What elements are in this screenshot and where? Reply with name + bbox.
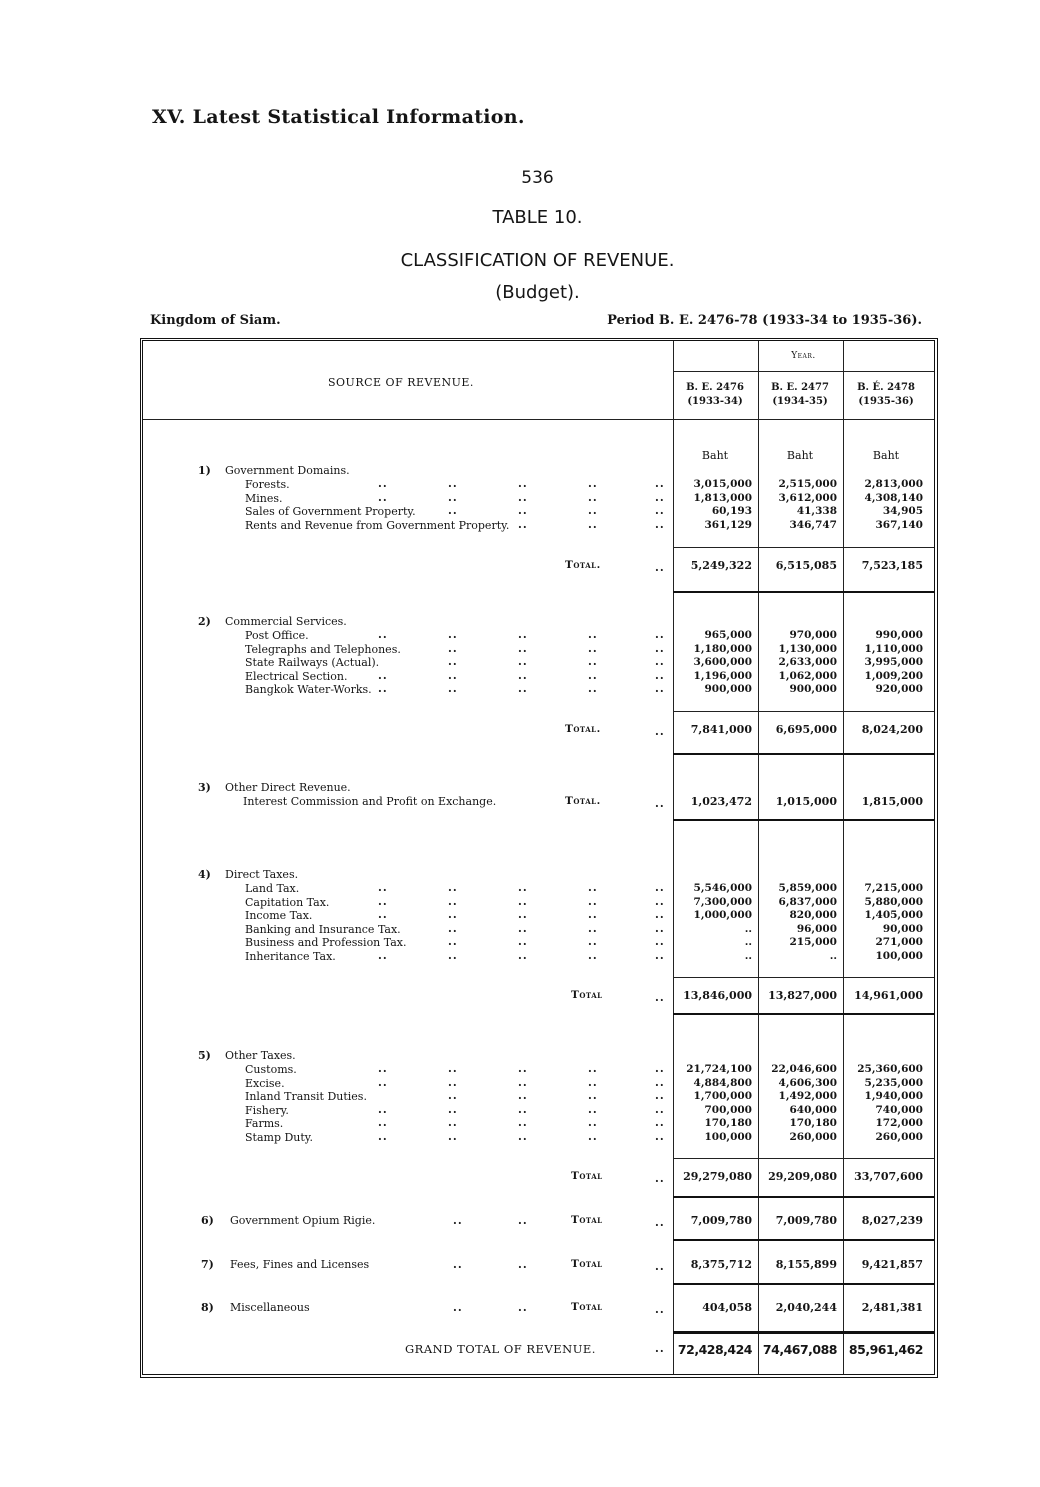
section-title: Government Opium Rigie. [230,1214,376,1227]
leader-dots: .. [588,1102,598,1116]
section-title: Other Taxes. [225,1049,296,1062]
line-item-value: 90,000 [882,922,923,935]
leader-dots: .. [518,1258,528,1271]
leader-dots: .. [518,477,528,490]
leader-dots: .. [655,477,665,490]
section-title: Other Direct Revenue. [225,781,351,794]
leader-dots: .. [378,881,388,894]
leader-dots: .. [655,628,665,641]
section-rule [673,1013,934,1015]
section-number: 6) [201,1214,214,1227]
section-total-value: 2,040,244 [775,1301,837,1314]
leader-dots: .. [518,1129,528,1143]
line-item-value: 96,000 [796,922,837,935]
section-title: Commercial Services. [225,615,347,628]
section-rule [673,1239,934,1241]
line-item-value: .. [744,936,752,948]
leader-dots: .. [518,1089,528,1102]
section-total-value: 8,375,712 [690,1258,752,1271]
line-item-value: 740,000 [875,1103,923,1116]
line-item-value: 1,492,000 [778,1090,837,1102]
line-item-label: Customs. [245,1063,297,1076]
leader-dots: .. [378,682,388,695]
subtotal-rule [673,711,934,712]
leader-dots: .. [518,894,528,908]
page-number: 536 [521,168,554,188]
leader-dots: .. [448,682,458,695]
leader-dots: .. [588,1075,598,1089]
section-total-value: 1,015,000 [775,795,837,808]
section-number: 8) [201,1301,214,1314]
leader-dots: .. [655,1303,665,1316]
source-header: SOURCE OF REVENUE. [328,376,474,389]
line-item-label: Banking and Insurance Tax. [245,922,401,936]
leader-dots: .. [655,725,665,738]
leader-dots: .. [518,935,528,948]
leader-dots: .. [655,991,665,1004]
leader-dots: .. [588,1089,598,1102]
leader-dots: .. [448,1116,458,1129]
leader-dots: .. [588,477,598,490]
leader-dots: .. [655,1062,665,1075]
line-item-value: 1,000,000 [693,909,752,921]
total-label: Total [571,1214,603,1226]
budget-note: (Budget). [495,282,580,303]
line-item-label: Sales of Government Property. [245,505,416,518]
leader-dots: .. [448,948,458,962]
line-item-value: 215,000 [789,936,837,948]
leader-dots: .. [588,1129,598,1143]
leader-dots: .. [655,948,665,962]
line-item-value: 271,000 [875,936,923,948]
line-item-label: Land Tax. [245,882,300,895]
line-item-value: 3,015,000 [693,478,752,490]
leader-dots: .. [655,517,665,531]
leader-dots: .. [655,881,665,894]
leader-dots: .. [518,628,528,641]
leader-dots: .. [588,1062,598,1075]
leader-dots: .. [448,1102,458,1116]
leader-dots: .. [588,908,598,921]
leader-dots: .. [378,1102,388,1116]
leader-dots: .. [518,668,528,682]
section-heading: XV. Latest Statistical Information. [152,106,525,128]
line-item-value: 1,196,000 [693,669,752,682]
leader-dots: .. [448,921,458,935]
leader-dots: .. [655,490,665,504]
line-item-value: .. [744,949,752,962]
leader-dots: .. [655,1075,665,1089]
line-item-label: Rents and Revenue from Government Property. [245,518,510,532]
section-total-value: 8,027,239 [861,1214,923,1227]
leader-dots: .. [378,908,388,921]
leader-dots: .. [655,1260,665,1273]
leader-dots: .. [518,1062,528,1075]
leader-dots: .. [655,641,665,655]
column-rule [673,341,674,1374]
line-item-label: Electrical Section. [245,669,348,683]
line-item-value: 990,000 [875,629,923,641]
leader-dots: .. [655,908,665,921]
leader-dots: .. [588,935,598,948]
line-item-value: 41,338 [796,505,837,517]
column-header-2477: B. E. 2477 (1934-35) [771,382,829,407]
section-total-value: 5,249,322 [690,559,752,572]
section-number: 3) [198,781,211,794]
column-rule [843,341,844,1374]
leader-dots: .. [378,1116,388,1129]
leader-dots: .. [518,1102,528,1116]
leader-dots: .. [588,628,598,641]
leader-dots: .. [588,517,598,531]
line-item-label: Telegraphs and Telephones. [245,642,401,656]
line-item-value: 4,606,300 [778,1076,837,1089]
leader-dots: .. [453,1258,463,1271]
column-header-2478: B. É. 2478 (1935-36) [857,382,915,407]
section-rule [673,1283,934,1285]
line-item-value: 5,546,000 [693,882,752,894]
line-item-label: Farms. [245,1117,284,1130]
section-number: 7) [201,1258,214,1271]
line-item-value: 1,009,200 [864,669,923,682]
leader-dots: .. [588,682,598,695]
section-total-value: 2,481,381 [861,1301,923,1314]
leader-dots: .. [378,477,388,490]
leader-dots: .. [378,1062,388,1075]
line-item-value: 21,724,100 [686,1063,752,1075]
line-item-value: 170,180 [704,1117,752,1129]
section-number: 5) [198,1049,211,1062]
unit-label: Baht [701,449,729,462]
classification-title: CLASSIFICATION OF REVENUE. [400,250,675,271]
total-label: Total [571,1301,603,1313]
line-item-label: Inland Transit Duties. [245,1090,367,1103]
line-item-value: 7,215,000 [864,882,923,894]
line-item-value: 1,062,000 [778,669,837,682]
leader-dots: .. [655,921,665,935]
period-label: Period B. E. 2476-78 (1933-34 to 1935-36). [607,313,922,328]
section-total-value: 29,209,080 [768,1170,837,1183]
leader-dots: .. [655,682,665,695]
leader-dots: .. [448,908,458,921]
total-label: Total. [565,559,601,571]
line-item-label: Inheritance Tax. [245,949,336,963]
section-total-value: 6,695,000 [775,723,837,736]
leader-dots: .. [518,1301,528,1314]
line-item-value: 170,180 [789,1117,837,1129]
subtotal-rule [673,1158,934,1159]
line-item-value: 1,405,000 [864,909,923,921]
leader-dots: .. [453,1301,463,1314]
leader-dots: .. [448,1062,458,1075]
section-total-value: 14,961,000 [854,989,923,1002]
section-total-value: 1,815,000 [861,795,923,808]
leader-dots: .. [378,628,388,641]
line-item-value: 100,000 [704,1130,752,1143]
column-header-2476: B. E. 2476 (1933-34) [686,382,744,407]
line-item-value: 965,000 [704,629,752,641]
line-item-label: Income Tax. [245,909,313,922]
leader-dots: .. [448,490,458,504]
line-item-value: 60,193 [711,505,752,517]
line-item-value: 920,000 [875,683,923,695]
leader-dots: .. [448,655,458,668]
total-label: Total [571,989,603,1001]
section-rule [673,1196,934,1198]
section-title: Miscellaneous [230,1301,310,1314]
leader-dots: .. [655,1216,665,1229]
total-label: Total [571,1258,603,1270]
line-item-value: 640,000 [789,1103,837,1116]
line-item-value: 22,046,600 [771,1063,837,1075]
section-total-value: 8,024,200 [861,723,923,736]
line-item-value: 3,995,000 [864,656,923,668]
leader-dots: .. [518,504,528,517]
leader-dots: .. [453,1214,463,1227]
leader-dots: .. [588,948,598,962]
leader-dots: .. [655,1129,665,1143]
line-item-value: 2,813,000 [864,478,923,490]
grand-total-2477: 74,467,088 [762,1342,837,1357]
line-item-value: 25,360,600 [857,1063,923,1075]
section-total-value: 6,515,085 [775,559,837,572]
leader-dots: .. [448,641,458,655]
section-total-value: 13,827,000 [768,989,837,1002]
line-item-value: 2,633,000 [778,656,837,668]
section-title: Direct Taxes. [225,868,299,881]
year-rule [673,371,934,372]
leader-dots: .. [655,668,665,682]
line-item-value: 900,000 [789,683,837,695]
leader-dots: .. [655,1116,665,1129]
line-item-value: .. [744,922,752,935]
subtotal-rule [673,977,934,978]
section-total-value: 13,846,000 [683,989,752,1002]
line-item-value: 361,129 [704,518,752,531]
section-total-value: 8,155,899 [775,1258,837,1271]
total-label: Total. [565,795,601,807]
leader-dots: .. [518,1116,528,1129]
section-number: 1) [198,464,211,477]
line-item-value: 34,905 [882,505,923,517]
line-item-label: Post Office. [245,629,309,642]
line-item-value: 260,000 [875,1130,923,1143]
leader-dots: .. [655,1089,665,1102]
leader-dots: .. [448,477,458,490]
leader-dots: .. [448,881,458,894]
leader-dots: .. [655,797,665,810]
line-item-label: Business and Profession Tax. [245,936,407,949]
total-label: Total. [565,723,601,735]
leader-dots: .. [518,682,528,695]
leader-dots: .. [588,504,598,517]
leader-dots: .. [655,504,665,517]
section-total-value: 29,279,080 [683,1170,752,1183]
line-item-label: Mines. [245,491,283,505]
leader-dots: .. [448,1075,458,1089]
leader-dots: .. [518,655,528,668]
leader-dots: .. [588,668,598,682]
table-title: TABLE 10. [492,207,583,228]
section-number: 2) [198,615,211,628]
section-total-value: 33,707,600 [854,1170,923,1183]
section-total-value: 404,058 [702,1301,752,1314]
leader-dots: .. [588,894,598,908]
section-title: Government Domains. [225,464,350,477]
leader-dots: .. [518,881,528,894]
leader-dots: .. [655,894,665,908]
column-rule [758,341,759,1374]
section-rule [673,753,934,755]
kingdom-label: Kingdom of Siam. [150,313,281,328]
leader-dots: .. [448,504,458,517]
leader-dots: .. [518,921,528,935]
line-item-value: 2,515,000 [778,478,837,490]
leader-dots: .. [378,948,388,962]
leader-dots: .. [588,881,598,894]
total-label: Total [571,1170,603,1182]
leader-dots: .. [518,517,528,531]
grand-total-2476: 72,428,424 [677,1342,752,1357]
leader-dots: .. [655,655,665,668]
section-rule [673,591,934,593]
header-rule [143,419,934,420]
leader-dots: .. [378,490,388,504]
leader-dots: .. [588,490,598,504]
leader-dots: .. [655,1172,665,1185]
subtotal-rule [673,547,934,548]
line-item-value: 7,300,000 [693,895,752,908]
leader-dots: .. [588,921,598,935]
line-item-value: 367,140 [875,518,923,531]
leader-dots: .. [448,935,458,948]
line-item-value: 1,180,000 [693,642,752,655]
line-item-value: 3,600,000 [693,656,752,668]
leader-dots: .. [588,1116,598,1129]
line-item-value: 6,837,000 [778,895,837,908]
line-item-label: Stamp Duty. [245,1130,314,1144]
line-item-value: 4,884,800 [693,1076,752,1089]
line-item-value: 820,000 [789,909,837,921]
leader-dots: .. [655,935,665,948]
leader-dots: .. [518,1214,528,1227]
leader-dots: .. [588,641,598,655]
leader-dots: .. [588,655,598,668]
line-item-value: 5,859,000 [778,882,837,894]
leader-dots: .. [448,894,458,908]
line-item-value: 4,308,140 [864,491,923,504]
leader-dots: .. [518,1075,528,1089]
section-total-value: 7,009,780 [775,1214,837,1227]
section-number: 4) [198,868,211,881]
line-item-value: 260,000 [789,1130,837,1143]
line-item-label: Capitation Tax. [245,895,330,909]
line-item-value: 1,130,000 [778,642,837,655]
unit-label: Baht [872,449,900,462]
leader-dots: .. [448,668,458,682]
line-item-value: 1,940,000 [864,1090,923,1102]
leader-dots: .. [518,908,528,921]
leader-dots: .. [655,1102,665,1116]
leader-dots: .. [378,1129,388,1143]
line-item-label: Forests. [245,478,290,491]
grand-total-2478: 85,961,462 [848,1342,923,1357]
leader-dots: .. [448,1089,458,1102]
leader-dots: .. [378,894,388,908]
section-total-value: 1,023,472 [690,795,752,808]
line-item-value: 346,747 [789,518,837,531]
section-total-value: 7,841,000 [690,723,752,736]
grand-total-label: GRAND TOTAL OF REVENUE. [405,1342,596,1356]
section-total-value: 9,421,857 [861,1258,923,1271]
unit-label: Baht [786,449,814,462]
line-item-value: 700,000 [704,1103,752,1116]
revenue-table [140,338,938,1378]
line-item-label: State Railways (Actual). [245,656,380,669]
leader-dots: .. [518,948,528,962]
line-item-value: .. [829,949,837,962]
line-item-value: 900,000 [704,683,752,695]
leader-dots: .. [378,668,388,682]
leader-dots: .. [448,1129,458,1143]
line-item-label: Interest Commission and Profit on Exchange. [243,795,497,808]
line-item-value: 1,700,000 [693,1090,752,1102]
line-item-value: 100,000 [875,949,923,962]
leader-dots: .. [655,561,665,574]
section-rule [673,819,934,821]
line-item-value: 970,000 [789,629,837,641]
line-item-value: 5,880,000 [864,895,923,908]
line-item-label: Excise. [245,1076,285,1090]
section-total-value: 7,523,185 [861,559,923,572]
leader-dots: .. [378,1075,388,1089]
line-item-label: Bangkok Water-Works. [245,683,372,696]
line-item-value: 172,000 [875,1117,923,1129]
line-item-value: 1,813,000 [693,491,752,504]
year-header: Year. [791,351,816,361]
section-title: Fees, Fines and Licenses [230,1258,370,1271]
line-item-label: Fishery. [245,1103,289,1117]
grand-total-rule [673,1331,934,1334]
line-item-value: 3,612,000 [778,491,837,504]
section-total-value: 7,009,780 [690,1214,752,1227]
leader-dots: .. [518,641,528,655]
line-item-value: 5,235,000 [864,1076,923,1089]
leader-dots: .. [518,490,528,504]
leader-dots: .. [655,1342,665,1355]
leader-dots: .. [448,628,458,641]
line-item-value: 1,110,000 [864,642,923,655]
